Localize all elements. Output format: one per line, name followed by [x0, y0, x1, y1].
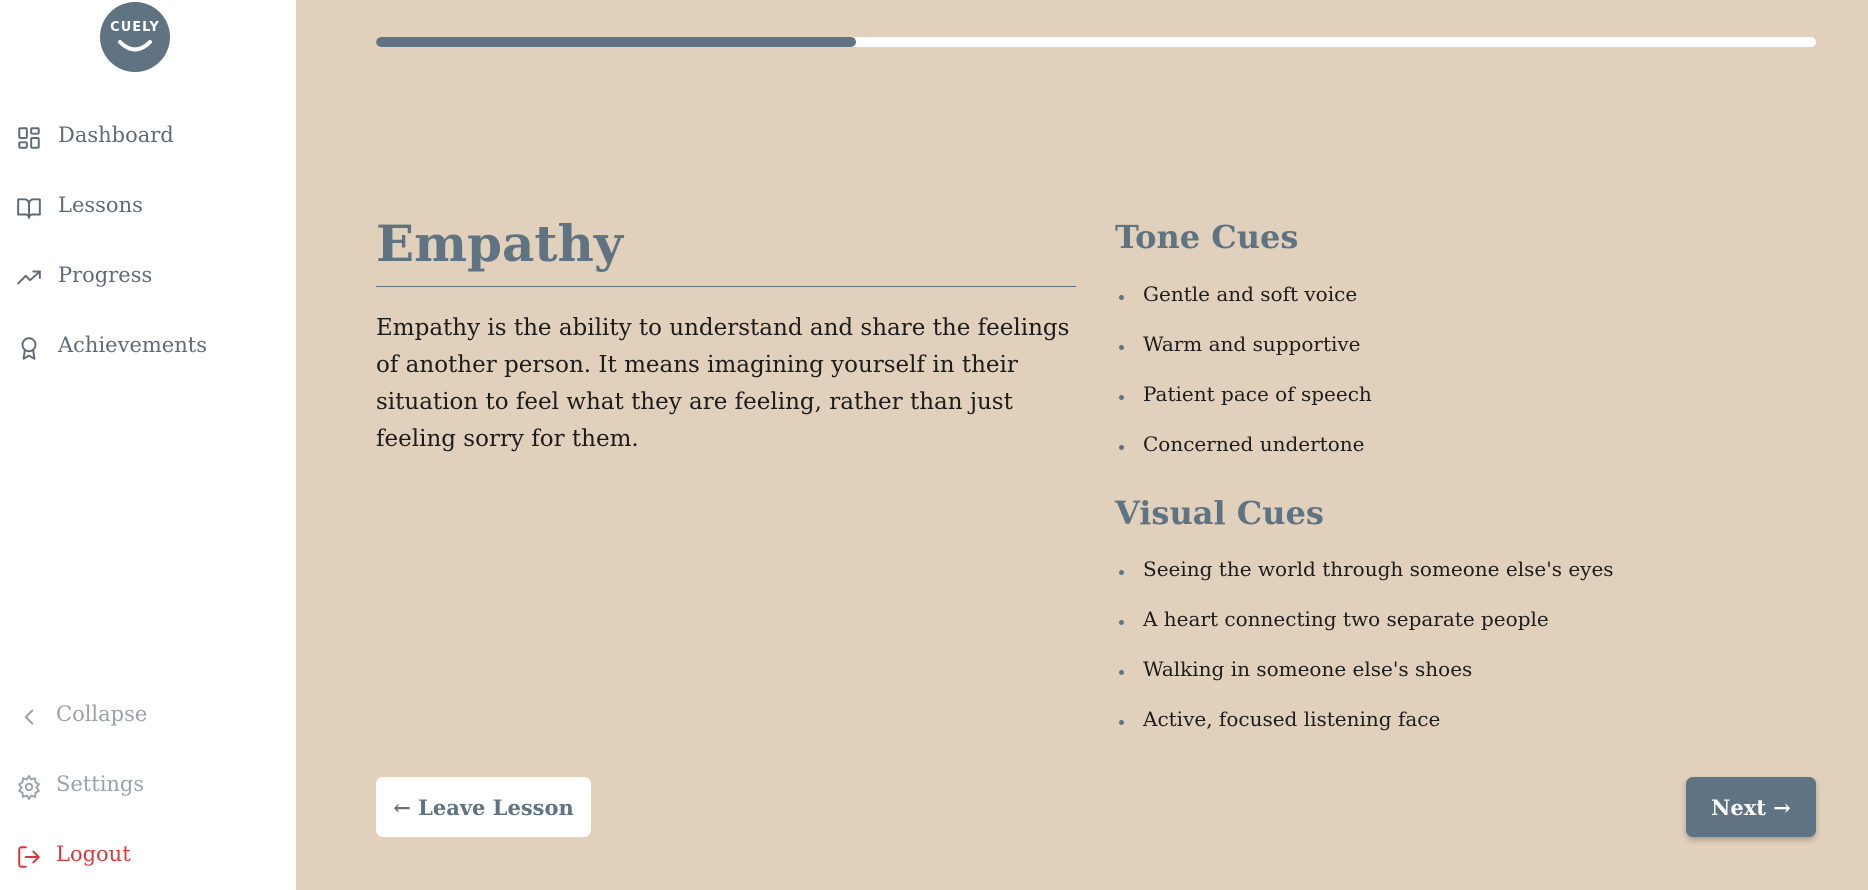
logout-button[interactable] — [0, 832, 296, 880]
visual-cues-list — [1115, 557, 1614, 757]
smile-icon — [100, 2, 170, 72]
list-item: A heart connecting two separate people — [1115, 607, 1614, 657]
cuely-logo[interactable] — [100, 2, 170, 72]
logout-icon — [16, 844, 42, 870]
collapse-label: Collapse — [56, 702, 148, 726]
sidebar-item-label: Achievements — [58, 333, 207, 357]
settings-label: Settings — [56, 772, 145, 796]
list-item: Active, focused listening face — [1115, 707, 1614, 757]
sidebar-item-progress[interactable] — [0, 253, 296, 301]
award-icon — [16, 335, 42, 361]
chevron-left-icon — [16, 704, 42, 730]
tone-cues-list — [1115, 282, 1372, 482]
visual-cues-heading: Visual Cues — [1115, 494, 1324, 532]
next-button[interactable]: Next → — [1686, 777, 1816, 837]
dashboard-icon — [16, 125, 42, 151]
sidebar-item-achievements[interactable] — [0, 323, 296, 371]
collapse-button[interactable] — [0, 692, 296, 740]
list-item: Patient pace of speech — [1115, 382, 1372, 432]
list-item: Seeing the world through someone else's eyes — [1115, 557, 1614, 607]
tone-cues-heading: Tone Cues — [1115, 218, 1299, 256]
sidebar-item-label: Dashboard — [58, 123, 174, 147]
lesson-description: Empathy is the ability to understand and share the feelings of another person. It means imagining yourself in their situation to feel what they are feeling, rather than just feeling sorry for them. — [376, 315, 1070, 452]
list-item: Concerned undertone — [1115, 432, 1372, 482]
lesson-progress-fill — [376, 37, 856, 47]
sidebar-item-lessons[interactable] — [0, 183, 296, 231]
lesson-progress-bar — [376, 37, 1816, 47]
sidebar-item-dashboard[interactable] — [0, 113, 296, 161]
sidebar — [0, 0, 296, 890]
sidebar-item-label: Progress — [58, 263, 153, 287]
list-item: Walking in someone else's shoes — [1115, 657, 1614, 707]
lesson-title: Empathy — [376, 214, 623, 273]
title-divider — [376, 286, 1076, 287]
logo-text: CUELY — [110, 20, 160, 35]
list-item: Gentle and soft voice — [1115, 282, 1372, 332]
logout-label: Logout — [56, 842, 131, 866]
trending-up-icon — [16, 265, 42, 291]
settings-button[interactable] — [0, 762, 296, 810]
list-item: Warm and supportive — [1115, 332, 1372, 382]
leave-lesson-button[interactable]: ← Leave Lesson — [376, 777, 591, 837]
sidebar-item-label: Lessons — [58, 193, 143, 217]
gear-icon — [16, 774, 42, 800]
book-icon — [16, 195, 42, 221]
